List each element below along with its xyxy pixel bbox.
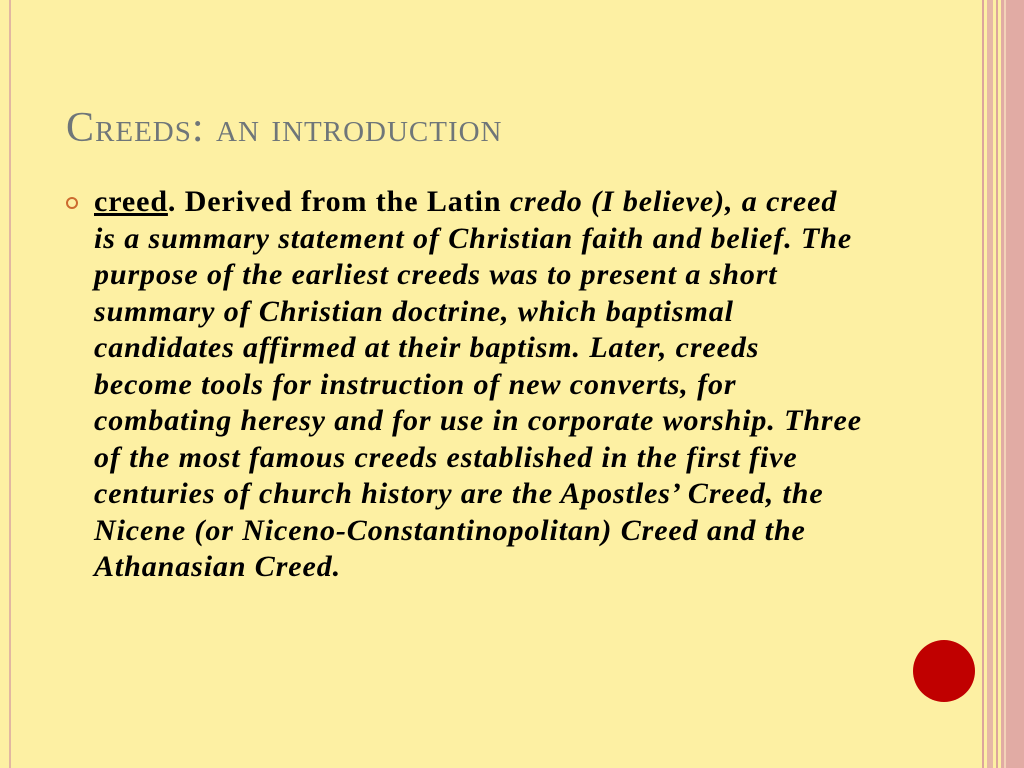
right-stripe	[987, 0, 993, 768]
term-creed: creed	[94, 185, 168, 218]
left-border-line	[9, 0, 11, 768]
ring-bullet-icon	[66, 197, 78, 209]
bullet-item	[66, 184, 866, 586]
right-stripe-highlight	[1004, 0, 1006, 768]
red-circle-decoration	[913, 640, 975, 702]
bullet-lead-text: . Derived from the Latin	[167, 185, 510, 218]
right-stripe	[982, 0, 984, 768]
right-stripe	[996, 0, 998, 768]
bullet-body-text: credo (I believe), a creed is a summary statement of Christian faith and belief. The purpose of the earliest creeds was to present a short summary of Christian doctrine, which baptismal candidates affirmed at their baptism. Later, creeds become tools for instruction of new converts, for combating heresy and for use in corporate worship. Three of the most famous creeds established in the first five centuries of church history are the Apostles’ Creed, the Nicene (or Niceno-Constantinopolitan) Creed and the Athanasian Creed.	[94, 185, 862, 583]
bullet-text	[94, 184, 866, 586]
slide-title: Creeds: an introduction	[66, 105, 503, 151]
